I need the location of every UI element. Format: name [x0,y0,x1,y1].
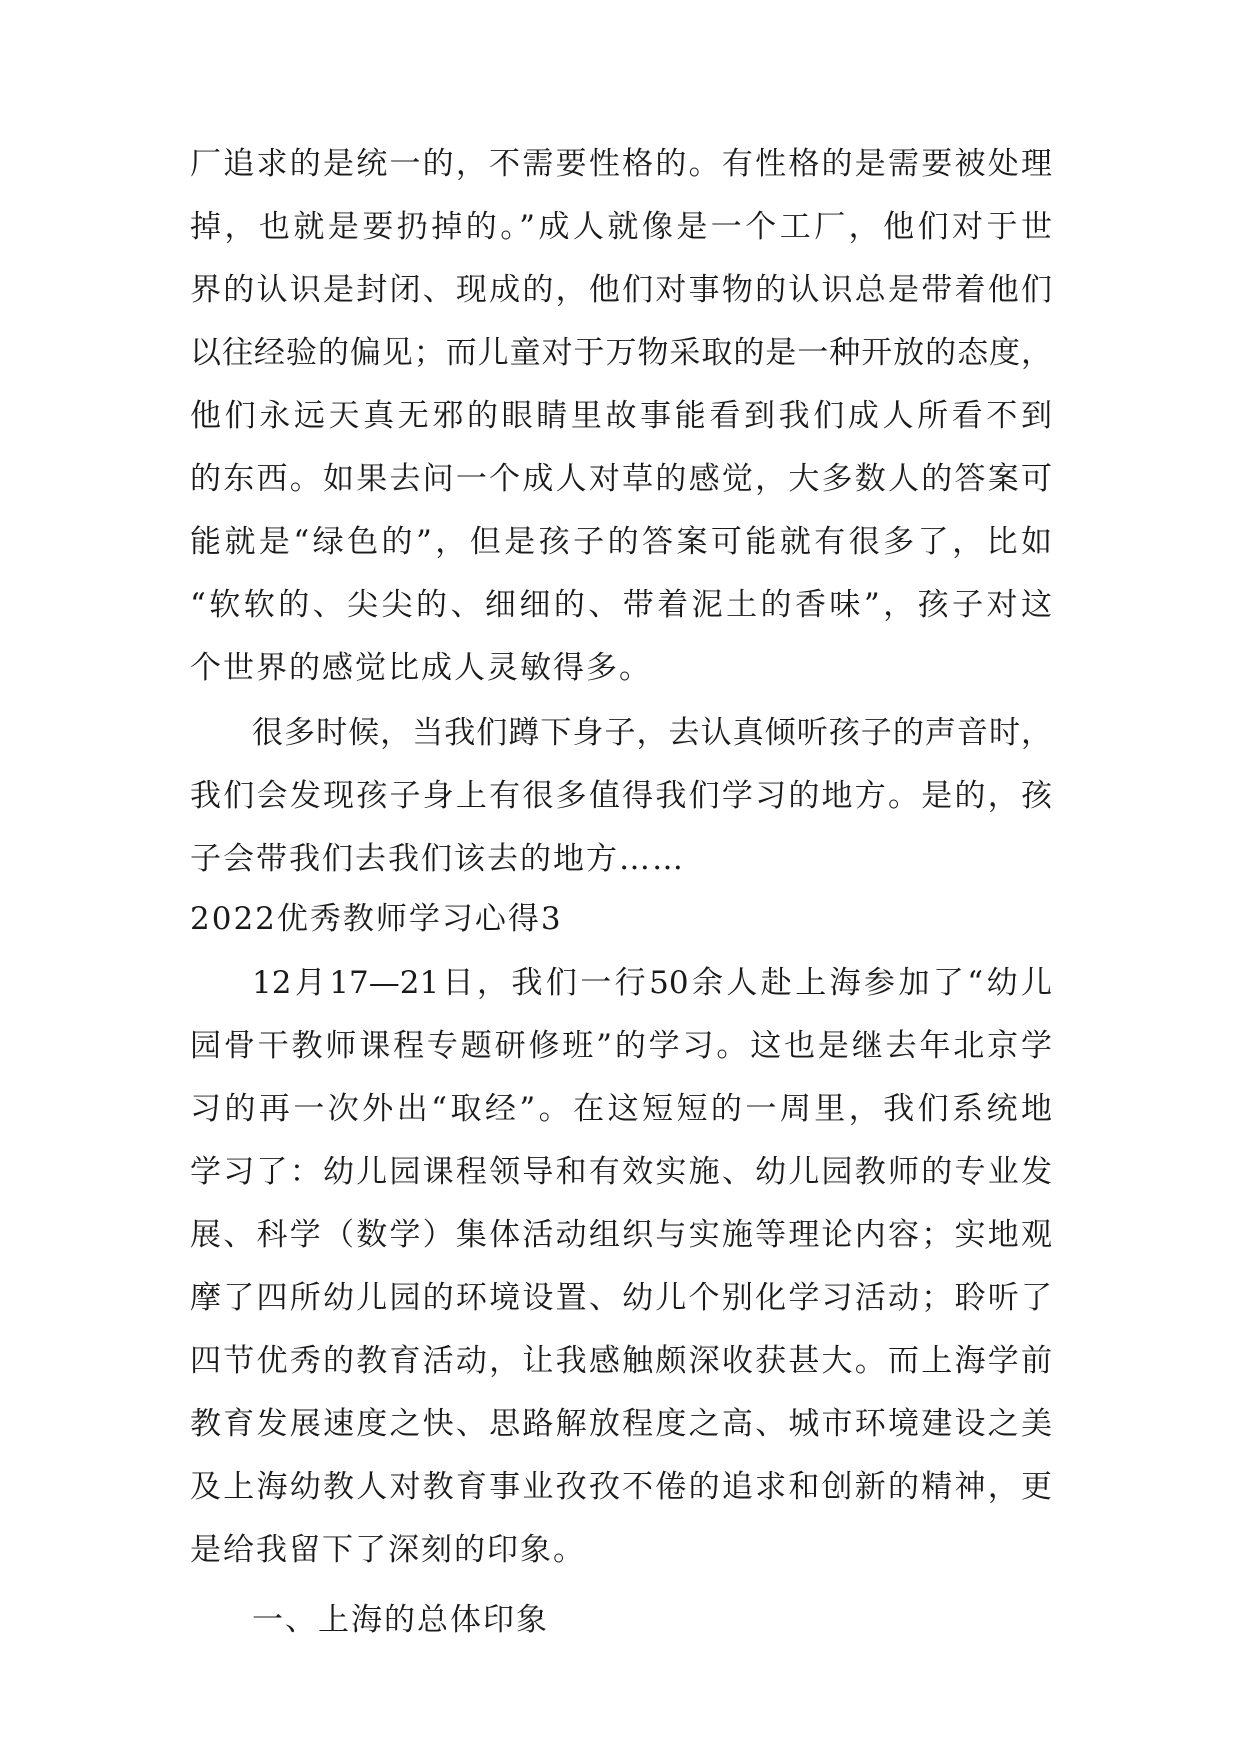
subheading: 一、上海的总体印象 [252,1602,549,1638]
paragraph-line: 我们会发现孩子身上有很多值得我们学习的地方。是的，孩 [190,778,1052,814]
paragraph-line: 子会带我们去我们该去的地方…… [190,841,685,877]
paragraph-line: 界的认识是封闭、现成的，他们对事物的认识总是带着他们 [190,272,1052,308]
section-heading: 2022优秀教师学习心得3 [190,901,563,937]
paragraph-line: 他们永远天真无邪的眼睛里故事能看到我们成人所看不到 [190,398,1052,434]
paragraph-line: 很多时候，当我们蹲下身子，去认真倾听孩子的声音时， [252,715,1052,751]
paragraph-line: 以往经验的偏见；而儿童对于万物采取的是一种开放的态度， [190,335,1052,371]
paragraph-line: 能就是“绿色的”，但是孩子的答案可能就有很多了，比如 [190,524,1052,560]
paragraph-line: 是给我留下了深刻的印象。 [190,1532,586,1568]
paragraph-line: 掉，也就是要扔掉的。”成人就像是一个工厂，他们对于世 [190,209,1052,245]
paragraph-line: 个世界的感觉比成人灵敏得多。 [190,650,652,686]
paragraph-line: 教育发展速度之快、思路解放程度之高、城市环境建设之美 [190,1406,1052,1442]
paragraph-line: 习的再一次外出“取经”。在这短短的一周里，我们系统地 [190,1091,1052,1127]
paragraph-line: 学习了：幼儿园课程领导和有效实施、幼儿园教师的专业发 [190,1154,1052,1190]
paragraph-line: 12月17—21日，我们一行50余人赴上海参加了“幼儿 [252,965,1052,1001]
paragraph-line: 展、科学（数学）集体活动组织与实施等理论内容；实地观 [190,1217,1052,1253]
paragraph-line: 摩了四所幼儿园的环境设置、幼儿个别化学习活动；聆听了 [190,1280,1052,1316]
paragraph-line: 厂追求的是统一的，不需要性格的。有性格的是需要被处理 [190,146,1052,182]
paragraph-line: “软软的、尖尖的、细细的、带着泥土的香味”，孩子对这 [190,587,1052,623]
paragraph-line: 四节优秀的教育活动，让我感触颇深收获甚大。而上海学前 [190,1343,1052,1379]
paragraph-line: 及上海幼教人对教育事业孜孜不倦的追求和创新的精神，更 [190,1469,1052,1505]
paragraph-line: 园骨干教师课程专题研修班”的学习。这也是继去年北京学 [190,1028,1052,1064]
paragraph-line: 的东西。如果去问一个成人对草的感觉，大多数人的答案可 [190,461,1052,497]
